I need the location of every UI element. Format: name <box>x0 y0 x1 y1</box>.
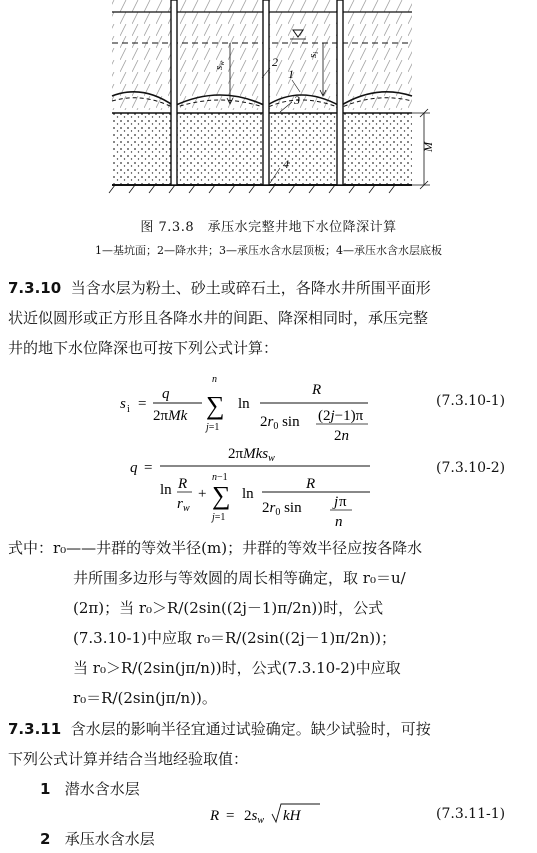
svg-text:R: R <box>210 808 220 824</box>
svg-text:R: R <box>178 476 188 492</box>
where-line-1: 式中：r₀——井群的等效半径(m)；井群的等效半径应按各降水 <box>8 539 423 557</box>
svg-text:j=1: j=1 <box>212 512 226 523</box>
eq-number-3: (7.3.11-1) <box>436 806 506 822</box>
svg-text:2πMk: 2πMk <box>153 408 188 424</box>
label-M: M <box>421 142 435 152</box>
svg-text:q: q <box>162 386 170 402</box>
where-line-6: r₀＝R/(2sin(jπ/n))。 <box>73 689 217 707</box>
equation-7-3-10-1 <box>120 368 420 450</box>
svg-text:π: π <box>339 494 347 510</box>
label-4: 4 <box>283 157 289 171</box>
item-number: 1 <box>40 780 51 798</box>
si-label: si <box>307 51 320 58</box>
where-line-3: (2π)；当 r₀＞R/(2sin((2j－1)π/2n))时，公式 <box>73 599 384 617</box>
section-7-3-11-line2: 下列公式计算并结合当地经验取值： <box>8 750 249 768</box>
where-line-4: (7.3.10-1)中应取 r₀＝R/(2sin((2j－1)π/2n))； <box>73 629 396 647</box>
svg-text:j: j <box>334 494 339 510</box>
svg-text:w: w <box>183 503 190 514</box>
svg-text:2r0 sin: $2r_0$ sin <box>262 500 302 518</box>
svg-text:ln: ln <box>160 482 172 498</box>
eq-number-2: (7.3.10-2) <box>436 460 506 476</box>
svg-text:∑: ∑ <box>206 391 225 420</box>
item-1 <box>40 778 140 799</box>
equation-7-3-11-1 <box>210 800 340 828</box>
eq-number-1: (7.3.10-1) <box>436 393 506 409</box>
figure-legend: 1—基坑面；2—降水井；3—承压水含水层顶板；4—承压水含水层底板 <box>95 244 442 257</box>
svg-text:2πMksw: 2πMks$_w$ <box>228 446 275 464</box>
label-3: 3 <box>294 93 300 107</box>
svg-text:2n: 2n <box>334 428 349 444</box>
svg-text:+: + <box>198 486 207 502</box>
svg-text:i: i <box>127 404 130 415</box>
svg-text:n: n <box>212 374 217 385</box>
section-7-3-10-line2: 状近似圆形或正方形且各降水井的间距、降深相同时，承压完整 <box>8 309 429 327</box>
svg-text:(2j−1)π: (2j−1)π <box>318 408 364 424</box>
section-number: 7.3.10 <box>8 279 62 297</box>
svg-text:q: q <box>130 460 138 476</box>
figure-caption: 图 7.3.8 承压水完整井地下水位降深计算 <box>140 220 397 235</box>
equation-7-3-10-2 <box>130 440 420 534</box>
svg-text:=: = <box>226 808 235 824</box>
svg-text:r: r <box>177 496 183 512</box>
svg-text:=: = <box>144 460 153 476</box>
svg-text:2sw: $2s_w$ <box>244 808 265 826</box>
item-text: 承压水含水层 <box>64 830 155 848</box>
section-number: 7.3.11 <box>8 720 62 738</box>
svg-text:s: s <box>120 396 126 412</box>
svg-text:n: n <box>335 514 343 530</box>
text: 含水层的影响半径宜通过试验确定。缺少试验时，可按 <box>70 720 431 738</box>
svg-text:ln: ln <box>238 396 250 412</box>
aquifer-figure <box>0 0 537 205</box>
svg-text:=: = <box>138 396 147 412</box>
item-text: 潜水含水层 <box>64 780 140 798</box>
svg-text:ln: ln <box>242 486 254 502</box>
svg-text:R: R <box>312 382 322 398</box>
section-7-3-11-line1 <box>8 718 431 739</box>
sw-label: sw <box>213 61 226 70</box>
svg-text:∑: ∑ <box>212 481 231 510</box>
label-2: 2 <box>272 55 278 69</box>
item-2 <box>40 828 155 849</box>
svg-text:R: R <box>306 476 316 492</box>
section-7-3-10-line3: 井的地下水位降深也可按下列公式计算： <box>8 339 279 357</box>
section-7-3-10-line1 <box>8 277 431 298</box>
where-line-2: 井所围多边形与等效圆的周长相等确定，取 r₀＝u/ <box>73 569 406 587</box>
svg-text:kH: kH <box>283 808 301 824</box>
svg-text:j=1: j=1 <box>206 422 220 433</box>
svg-text:2r0 sin: $2r_0$ sin <box>260 414 300 432</box>
where-line-5: 当 r₀＞R/(2sin(jπ/n))时，公式(7.3.10-2)中应取 <box>73 659 401 677</box>
label-1: 1 <box>288 67 294 81</box>
text: 当含水层为粉土、砂土或碎石土，各降水井所围平面形 <box>70 279 431 297</box>
item-number: 2 <box>40 830 51 848</box>
svg-text:n−1: n−1 <box>212 472 228 483</box>
